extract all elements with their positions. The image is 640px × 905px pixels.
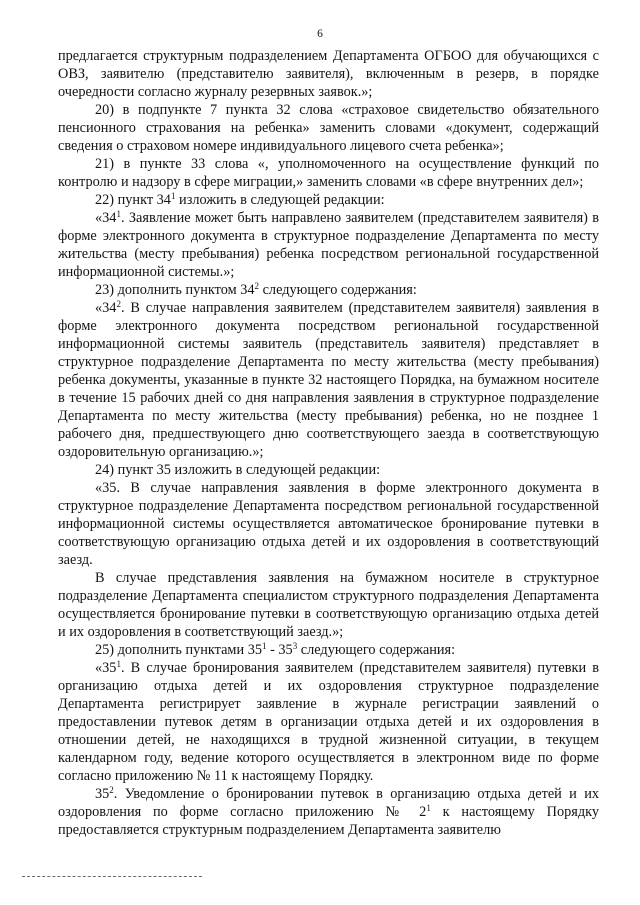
paragraph	[58, 209, 599, 281]
paragraph-text: . Уведомление о бронировании путевок в организацию отдыха детей и их оздоровления по форме согласно приложению № 2	[58, 786, 599, 820]
superscript: 1	[116, 659, 121, 669]
paragraph: 20) в подпункте 7 пункта 32 слова «страховое свидетельство обязательного пенсионного страхования на ребенка» заменить словами «документ, содержащий сведения о страховом номере индивидуального лицевого счета ребенка»;	[58, 102, 599, 154]
paragraph-text: «34	[95, 210, 117, 226]
paragraph	[58, 641, 599, 659]
superscript: 3	[292, 641, 298, 651]
paragraph: 24) пункт 35 изложить в следующей редакции:	[95, 462, 381, 478]
paragraph: «35. В случае направления заявления в форме электронного документа в структурное подразделение Департамента посредством региональной государственной информационной системы осуществляется автоматическое бронирование путевки в соответствующую организацию отдыха детей и их оздоровления в соответствующий заезд.	[58, 480, 599, 568]
paragraph: предлагается структурным подразделением Департамента ОГБОО для обучающихся с ОВЗ, заявителю (представителю заявителя), включенным в резерв, в порядке очередности согласно журналу резервных заявок.»;	[58, 48, 599, 100]
paragraph-text: 35	[95, 786, 110, 802]
paragraph	[58, 299, 599, 461]
paragraph-text: . В случае направления заявителем (представителем заявителя) заявления в форме электронного документа посредством региональной государственной информационной системы заявитель (представитель заявителя) представляет в структурное подразделение Департамента по месту жительства (месту пребывания) ребенка документы, указанные в пункте 32 настоящего Порядка, на бумажном носителе в течение 15 рабочих дней со дня направления заявления в структурное подразделение Департамента по месту жительства (месту пребывания) ребенка, но не позднее 1 рабочего дня, предшествующего дню соответствующего заезда в соответствующую оздоровительную организацию.»;	[58, 300, 599, 460]
superscript: 2	[109, 785, 114, 795]
document-body	[58, 47, 599, 839]
paragraph: В случае представления заявления на бумажном носителе в структурное подразделение Департамента специалистом структурного подразделения Департамента осуществляется бронирование путевки в соответствующую организацию отдыха детей и их оздоровления в соответствующий заезд.»;	[58, 570, 599, 640]
superscript: 2	[116, 299, 121, 309]
paragraph-text: - 35	[266, 642, 293, 658]
superscript: 1	[170, 191, 176, 201]
paragraph-text: следующего содержания:	[297, 642, 456, 658]
superscript: 1	[426, 803, 431, 813]
page-number: 6	[317, 28, 323, 40]
paragraph-text: 22) пункт 34	[95, 192, 171, 208]
paragraph-text: изложить в следующей редакции:	[175, 192, 385, 208]
paragraph	[58, 659, 599, 785]
superscript: 1	[116, 209, 121, 219]
paragraph-text: 25) дополнить пунктами 35	[95, 642, 262, 658]
paragraph: 21) в пункте 33 слова «, уполномоченного на осуществление функций по контролю и надзору в сфере миграции,» заменить словами «в сфере внутренних дел»;	[58, 156, 599, 190]
footer-divider	[22, 876, 202, 877]
superscript: 2	[254, 281, 260, 291]
paragraph-text: 23) дополнить пунктом 34	[95, 282, 255, 298]
paragraph-text: следующего содержания:	[259, 282, 417, 298]
paragraph-text: «34	[95, 300, 117, 316]
paragraph-text: . Заявление может быть направлено заявителем (представителем заявителя) в форме электронного документа в структурное подразделение Департамента по месту жительства (месту пребывания) ребенка посредством региональной государственной информационной системы.»;	[58, 210, 599, 280]
paragraph	[58, 281, 599, 299]
paragraph-text: . В случае бронирования заявителем (представителем заявителя) путевки в организацию отдыха детей и их оздоровления структурное подразделение Департамента регистрирует заявление в журнале регистрации заявлений о предоставлении путевок детям в организации отдыха детей и их оздоровления в отношении детей, не находящихся в трудной жизненной ситуации, в текущем календарном году, ведение которого осуществляется в электронном виде по форме согласно приложению № 11 к настоящему Порядку.	[58, 660, 599, 784]
paragraph	[58, 785, 599, 839]
paragraph	[58, 191, 599, 209]
paragraph-text: «35	[95, 660, 117, 676]
superscript: 1	[262, 641, 267, 651]
paragraph-text: к настоящему Порядку предоставляется структурным подразделением Департамента заявителю	[58, 804, 600, 838]
